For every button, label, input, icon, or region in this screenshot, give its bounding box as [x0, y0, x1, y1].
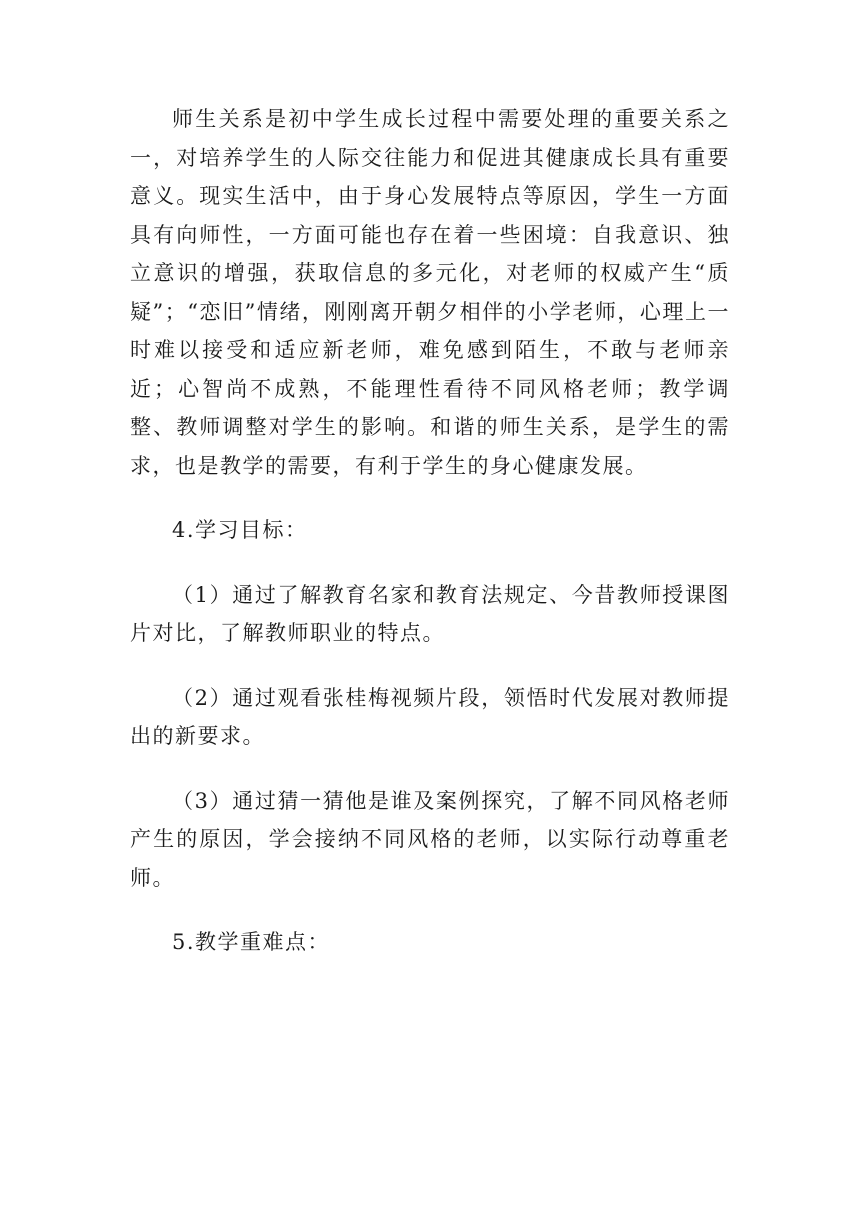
- document-page: [130, 100, 730, 988]
- objective-item-3: （3）通过猜一猜他是谁及案例探究，了解不同风格老师产生的原因，学会接纳不同风格的老师，以实际行动尊重老师。: [130, 788, 730, 890]
- heading-teaching-key-points: 5.教学重难点：: [172, 930, 331, 954]
- objective-item-2: （2）通过观看张桂梅视频片段，领悟时代发展对教师提出的新要求。: [130, 685, 730, 748]
- paragraph-teacher-student-relationship: 师生关系是初中学生成长过程中需要处理的重要关系之一，对培养学生的人际交往能力和促进其健康成长具有重要意义。现实生活中，由于身心发展特点等原因，学生一方面具有向师性，一方面可能也存在着一些困境：自我意识、独立意识的增强，获取信息的多元化，对老师的权威产生“质疑”；“恋旧”情绪，刚刚离开朝夕相伴的小学老师，心理上一时难以接受和适应新老师，难免感到陌生，不敢与老师亲近；心智尚不成熟，不能理性看待不同风格老师；教学调整、教师调整对学生的影响。和谐的师生关系，是学生的需求，也是教学的需要，有利于学生的身心健康发展。: [130, 107, 730, 478]
- objective-item-1: （1）通过了解教育名家和教育法规定、今昔教师授课图片对比，了解教师职业的特点。: [130, 582, 730, 645]
- heading-learning-objectives: 4.学习目标：: [172, 518, 308, 542]
